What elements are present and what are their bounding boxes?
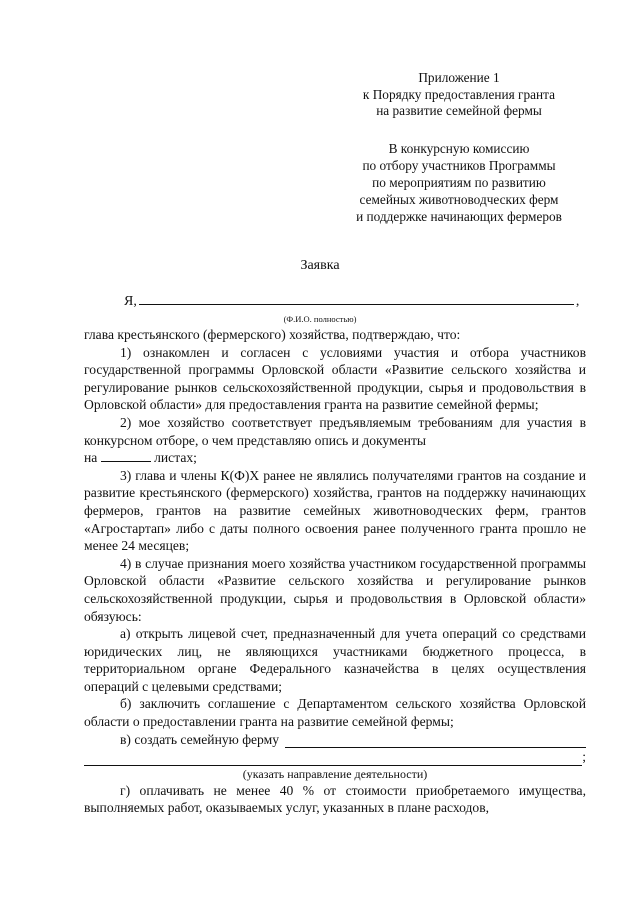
appendix-line-1: Приложение 1: [418, 70, 500, 85]
clause-4v-end: ;: [582, 749, 586, 765]
pages-count-field[interactable]: [101, 449, 151, 462]
intro-paragraph: глава крестьянского (фермерского) хозяйства, подтверждаю, что:: [84, 327, 461, 342]
clause-4v-prefix: в) создать семейную ферму: [120, 731, 280, 747]
clause-4v-line: [84, 731, 586, 749]
addressee-line-4: семейных животноводческих ферм: [359, 192, 559, 207]
appendix-header: [330, 70, 588, 120]
farm-direction-field-2[interactable]: [84, 753, 582, 766]
appendix-line-3: на развитие семейной фермы: [376, 103, 542, 118]
clause-4g: г) оплачивать не менее 40 % от стоимости приобретаемого имущества, выполняемых работ, оказываемых услуг, указанных в плане расходов,: [84, 782, 586, 816]
applicant-name-line: [124, 291, 599, 311]
addressee-line-1: В конкурсную комиссию: [388, 141, 530, 156]
applicant-prefix: Я,: [124, 294, 137, 309]
clause-3: 3) глава и члены К(Ф)Х ранее не являлись получателями грантов на создание и развитие крестьянского (фермерского) хозяйства, грантов на поддержку начинающих фермеров, грантов на развитие семейных животноводческих ферм, грантов «Агростартап» либо с даты полного освоения ранее полученного гранта прошло не менее 24 месяцев;: [84, 467, 586, 554]
clause-2: 2) мое хозяйство соответствует предъявляемым требованиям для участия в конкурсном отборе, о чем представляю опись и документы: [84, 414, 586, 448]
farm-direction-hint: (указать направление деятельности): [242, 766, 428, 781]
applicant-name-hint: (Ф.И.О. полностью): [283, 314, 357, 324]
document-title: Заявка: [300, 258, 340, 273]
pages-prefix: на: [84, 450, 98, 466]
clause-4: 4) в случае признания моего хозяйства участником государственной программы Орловской области «Развитие сельского хозяйства и регулирование рынков сельскохозяйственной продукции, сырья и продовольствия в Орловской области» обязуюсь:: [84, 555, 586, 624]
addressee-line-5: и поддержке начинающих фермеров: [356, 209, 562, 224]
clause-4v-continuation: [84, 748, 586, 766]
addressee-block: [330, 140, 588, 225]
applicant-name-field[interactable]: [139, 291, 574, 305]
clause-4b: б) заключить соглашение с Департаментом сельского хозяйства Орловской области о предоставлении гранта на развитие семейной фермы;: [84, 696, 586, 730]
farm-direction-field[interactable]: [285, 735, 586, 748]
applicant-suffix: ,: [575, 294, 580, 309]
addressee-line-2: по отбору участников Программы: [362, 158, 556, 173]
pages-suffix: листах;: [154, 450, 197, 466]
document-body: [84, 326, 586, 817]
clause-2-pages-line: [84, 449, 586, 467]
addressee-line-3: по мероприятиям по развитию: [372, 175, 546, 190]
appendix-line-2: к Порядку предоставления гранта: [362, 86, 556, 102]
clause-1: 1) ознакомлен и согласен с условиями участия и отбора участников государственной программы Орловской области «Развитие сельского хозяйства и регулирование рынков сельскохозяйственной продукции, сырья и продовольствия в Орловской области» для предоставления гранта на развитие семейной фермы;: [84, 344, 586, 413]
clause-4a: а) открыть лицевой счет, предназначенный для учета операций со средствами юридических лиц, не являющихся участниками бюджетного процесса, в территориальном органе Федерального казначейства в целях осуществления операций с целевыми средствами;: [84, 626, 586, 694]
